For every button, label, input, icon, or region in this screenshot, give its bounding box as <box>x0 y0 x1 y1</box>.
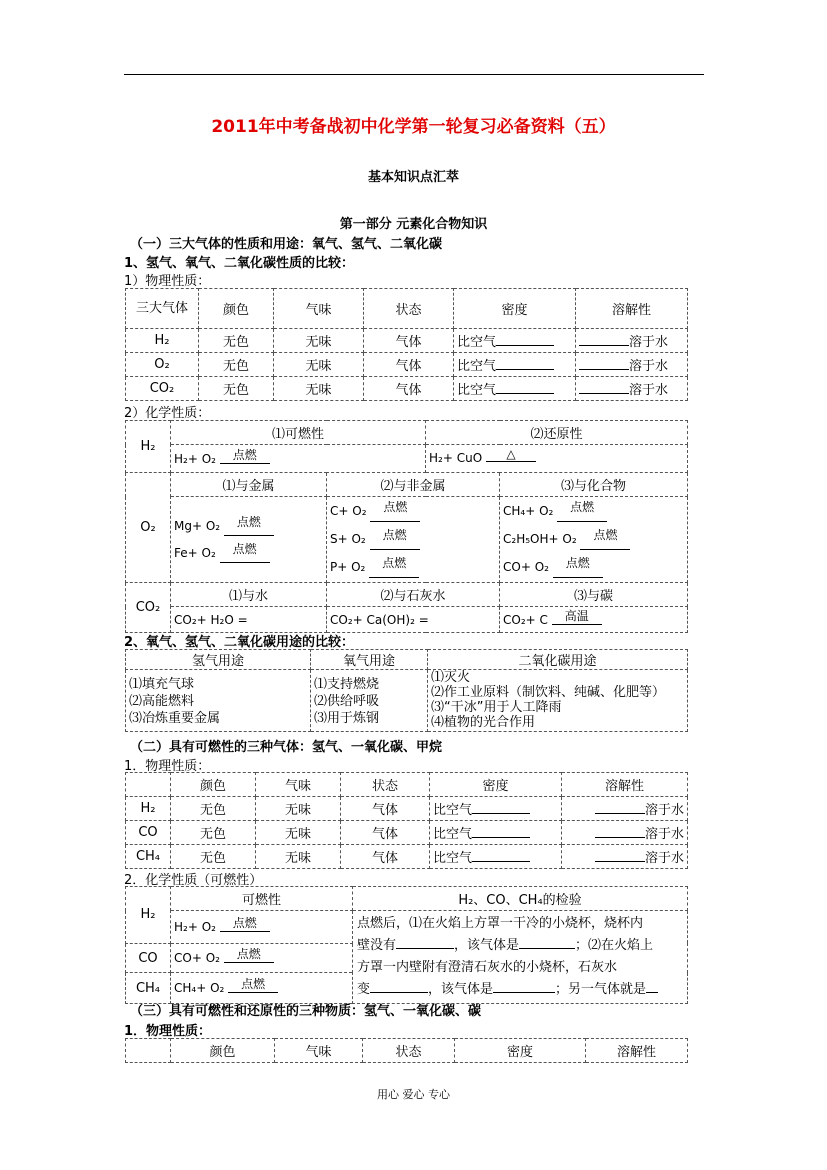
test-text: ，该气体是 <box>428 982 494 997</box>
condition-label: 点燃 <box>228 975 278 993</box>
fill-blank <box>472 801 530 814</box>
equation-text: H₂+ O₂ <box>174 451 216 466</box>
header-cell: 可燃性 <box>171 887 353 911</box>
header-cell: ⑵与非金属 <box>327 473 500 497</box>
fill-blank <box>496 381 554 394</box>
solubility-text: 溶于水 <box>629 335 669 350</box>
equation-cell <box>171 943 353 973</box>
header-cell: 气味 <box>274 289 364 329</box>
test-text-line <box>357 935 683 957</box>
equation-text: H₂+ O₂ <box>174 919 216 934</box>
condition-label: 高温 <box>552 607 602 625</box>
table-row <box>126 329 688 353</box>
solubility-cell <box>576 377 688 401</box>
equation-cell: CO₂+ H₂O = <box>171 607 327 633</box>
density-text: 比空气 <box>457 359 497 374</box>
condition-label: 点燃 <box>553 550 603 578</box>
section-1-heading: （一）三大气体的性质和用途：氧气、氢气、二氧化碳 <box>130 237 443 252</box>
density-text: 比空气 <box>433 803 473 818</box>
condition-label: 点燃 <box>224 945 274 963</box>
table-chemical-properties-1 <box>125 420 688 633</box>
condition-label: 点燃 <box>224 509 274 536</box>
state-cell: 气体 <box>364 353 454 377</box>
condition-label: 点燃 <box>557 497 607 522</box>
solubility-cell <box>562 797 688 821</box>
condition-label: 点燃 <box>370 497 420 522</box>
density-text: 比空气 <box>457 335 497 350</box>
equation-cell <box>171 973 353 1004</box>
gas-cell-h2: H₂ <box>126 421 171 473</box>
condition-label: 点燃 <box>369 550 419 578</box>
color-cell: 无色 <box>171 821 256 845</box>
equation-text: Mg+ O₂ <box>174 518 221 533</box>
density-cell <box>430 845 562 869</box>
fill-blank <box>579 357 629 370</box>
header-cell <box>126 773 171 797</box>
gas-cell-co2: CO₂ <box>126 583 171 633</box>
density-cell <box>454 377 576 401</box>
gas-cell: CO <box>126 943 171 973</box>
fill-blank <box>579 333 629 346</box>
equation-text: P+ O₂ <box>330 559 366 574</box>
equation-text: CH₄+ O₂ <box>503 503 554 518</box>
header-cell: 溶解性 <box>562 773 688 797</box>
section-2-chem-label: 2．化学性质（可燃性） <box>124 873 263 888</box>
equation-cell <box>171 445 426 473</box>
header-cell: 二氧化碳用途 <box>428 650 688 670</box>
header-cell: 颜色 <box>171 773 256 797</box>
fill-blank <box>370 980 428 993</box>
list-item: ⑴支持燃烧 <box>314 677 380 692</box>
fill-blank <box>496 357 554 370</box>
header-cell: 状态 <box>364 289 454 329</box>
header-cell: 气味 <box>275 1039 363 1063</box>
equation-text: H₂+ CuO <box>429 451 483 465</box>
list-item: ⑶用于炼钢 <box>314 711 380 726</box>
list-item: ⑷植物的光合作用 <box>431 715 536 730</box>
header-cell: 状态 <box>363 1039 455 1063</box>
equation-text: S+ O₂ <box>330 531 366 546</box>
gas-cell: H₂ <box>126 797 171 821</box>
color-cell: 无色 <box>199 377 274 401</box>
density-text: 比空气 <box>433 827 473 842</box>
equation-text: CO₂+ C <box>503 612 548 627</box>
color-cell: 无色 <box>199 353 274 377</box>
smell-cell: 无味 <box>256 845 341 869</box>
solubility-text: 溶于水 <box>645 803 685 818</box>
test-description-cell <box>353 911 688 1004</box>
state-cell: 气体 <box>341 821 430 845</box>
header-cell: ⑴与金属 <box>171 473 327 497</box>
gas-cell: CH₄ <box>126 973 171 1004</box>
list-item: ⑵供给呼吸 <box>314 694 380 709</box>
list-item: ⑶“干冰”用于人工降雨 <box>431 700 562 715</box>
state-cell: 气体 <box>364 329 454 353</box>
list-item: ⑵高能燃料 <box>129 694 195 709</box>
smell-cell: 无味 <box>256 821 341 845</box>
gas-cell: CO <box>126 821 171 845</box>
header-cell <box>126 1039 171 1063</box>
equation-cell <box>426 445 688 473</box>
condition-label: 点燃 <box>370 522 420 550</box>
header-cell: ⑵与石灰水 <box>327 583 500 607</box>
equation-cell <box>500 497 688 583</box>
fill-blank <box>595 849 645 862</box>
test-text: 方罩一内壁附有澄清石灰水的小烧杯，石灰水 <box>357 960 618 975</box>
test-text: 点燃后，⑴在火焰上方罩一干冷的小烧杯，烧杯内 <box>357 916 644 931</box>
section-3-phys-label: 1．物理性质： <box>124 1024 212 1039</box>
color-cell: 无色 <box>199 329 274 353</box>
fill-blank <box>595 801 645 814</box>
header-cell: 密度 <box>454 289 576 329</box>
fill-blank <box>396 936 454 949</box>
fill-blank <box>493 980 555 993</box>
header-cell: 氧气用途 <box>311 650 428 670</box>
header-cell: 气味 <box>256 773 341 797</box>
section-1-sub1: 1、氢气、氧气、二氧化碳性质的比较： <box>124 256 355 271</box>
equation-text: CH₄+ O₂ <box>174 981 225 996</box>
density-cell <box>430 821 562 845</box>
section-1-phys-label: 1）物理性质： <box>124 274 211 289</box>
part-title: 第一部分 元素化合物知识 <box>339 217 488 232</box>
list-item: ⑶冶炼重要金属 <box>129 711 221 726</box>
header-cell: 溶解性 <box>586 1039 688 1063</box>
test-text: ；⑵在火焰上 <box>575 938 654 953</box>
smell-cell: 无味 <box>274 329 364 353</box>
header-cell: 密度 <box>455 1039 586 1063</box>
equation-line <box>503 554 684 582</box>
test-text-line <box>357 979 683 1001</box>
header-cell: ⑶与化合物 <box>500 473 688 497</box>
header-cell: 氢气用途 <box>126 650 311 670</box>
fill-blank <box>579 381 629 394</box>
condition-label: △ <box>486 447 536 462</box>
table-uses <box>125 649 688 732</box>
solubility-text: 溶于水 <box>629 359 669 374</box>
density-cell <box>430 797 562 821</box>
fill-blank <box>646 980 658 993</box>
color-cell: 无色 <box>171 845 256 869</box>
solubility-text: 溶于水 <box>629 383 669 398</box>
fill-blank <box>472 849 530 862</box>
list-item: ⑵作工业原料（制饮料、纯碱、化肥等） <box>431 685 666 700</box>
state-cell: 气体 <box>341 797 430 821</box>
state-cell: 气体 <box>364 377 454 401</box>
equation-text: CO+ O₂ <box>503 559 549 574</box>
gas-cell: H₂ <box>126 329 199 353</box>
equation-line <box>174 540 323 567</box>
document-subtitle: 基本知识点汇萃 <box>367 170 459 185</box>
table-row <box>126 377 688 401</box>
smell-cell: 无味 <box>256 797 341 821</box>
section-3-heading: （三）具有可燃性和还原性的三种物质：氢气、一氧化碳、碳 <box>130 1004 482 1019</box>
section-1-sub2: 2、氧气、氢气、二氧化碳用途的比较： <box>124 635 355 650</box>
document-title: 2011年中考备战初中化学第一轮复习必备资料（五） <box>211 117 616 137</box>
condition-label: 点燃 <box>220 536 270 563</box>
header-cell: 颜色 <box>199 289 274 329</box>
equation-text: C₂H₅OH+ O₂ <box>503 531 577 546</box>
gas-cell: O₂ <box>126 353 199 377</box>
section-2-heading: （二）具有可燃性的三种气体：氢气、一氧化碳、甲烷 <box>130 740 443 755</box>
fill-blank <box>472 825 530 838</box>
header-cell: 颜色 <box>171 1039 275 1063</box>
color-cell: 无色 <box>171 797 256 821</box>
table-row <box>126 797 688 821</box>
equation-line <box>330 554 496 582</box>
equation-text: Fe+ O₂ <box>174 545 216 560</box>
gas-cell-o2: O₂ <box>126 473 171 583</box>
o2-uses-cell <box>311 670 428 732</box>
condition-label: 点燃 <box>580 522 630 550</box>
gas-cell: CH₄ <box>126 845 171 869</box>
solubility-cell <box>576 353 688 377</box>
equation-cell <box>327 497 500 583</box>
gas-cell: CO₂ <box>126 377 199 401</box>
header-cell: ⑴与水 <box>171 583 327 607</box>
header-cell: ⑵还原性 <box>426 421 688 445</box>
table-physical-properties-1 <box>125 288 688 401</box>
condition-label: 点燃 <box>220 446 270 464</box>
equation-text: CO+ O₂ <box>174 951 220 966</box>
fill-blank <box>496 333 554 346</box>
density-cell <box>454 353 576 377</box>
equation-cell <box>500 607 688 633</box>
fill-blank <box>595 825 645 838</box>
list-item: ⑴填充气球 <box>129 677 195 692</box>
table-physical-properties-2 <box>125 772 688 869</box>
page-footer: 用心 爱心 专心 <box>377 1088 450 1101</box>
h2-uses-cell <box>126 670 311 732</box>
equation-cell: CO₂+ Ca(OH)₂ = <box>327 607 500 633</box>
density-text: 比空气 <box>457 383 497 398</box>
equation-text: C+ O₂ <box>330 503 367 518</box>
solubility-cell <box>576 329 688 353</box>
header-cell: 状态 <box>341 773 430 797</box>
test-text: 壁没有 <box>357 938 397 953</box>
header-cell: ⑶与碳 <box>500 583 688 607</box>
test-text: 变 <box>357 982 371 997</box>
test-text: ；另一气体就是 <box>555 982 647 997</box>
header-cell: ⑴可燃性 <box>171 421 426 445</box>
co2-uses-cell <box>428 670 688 732</box>
smell-cell: 无味 <box>274 353 364 377</box>
solubility-cell <box>562 821 688 845</box>
header-cell: 密度 <box>430 773 562 797</box>
header-cell: 三大气体 <box>126 289 199 329</box>
equation-cell <box>171 911 353 944</box>
table-physical-properties-3 <box>125 1038 688 1063</box>
density-cell <box>454 329 576 353</box>
table-row <box>126 353 688 377</box>
solubility-cell <box>562 845 688 869</box>
solubility-text: 溶于水 <box>645 851 685 866</box>
section-1-chem-label: 2）化学性质： <box>124 406 211 421</box>
fill-blank <box>519 936 575 949</box>
header-cell: 溶解性 <box>576 289 688 329</box>
state-cell: 气体 <box>341 845 430 869</box>
test-text: ，该气体是 <box>454 938 520 953</box>
table-chemical-properties-2 <box>125 886 688 1004</box>
equation-cell <box>171 497 327 583</box>
solubility-text: 溶于水 <box>645 827 685 842</box>
smell-cell: 无味 <box>274 377 364 401</box>
header-cell: H₂、CO、CH₄的检验 <box>353 887 688 911</box>
table-row <box>126 821 688 845</box>
list-item: ⑴灭火 <box>431 670 471 685</box>
condition-label: 点燃 <box>220 914 270 932</box>
header-rule <box>124 74 704 75</box>
density-text: 比空气 <box>433 851 473 866</box>
gas-cell: H₂ <box>126 887 171 944</box>
section-2-phys-label: 1．物理性质： <box>124 759 211 774</box>
table-row <box>126 845 688 869</box>
